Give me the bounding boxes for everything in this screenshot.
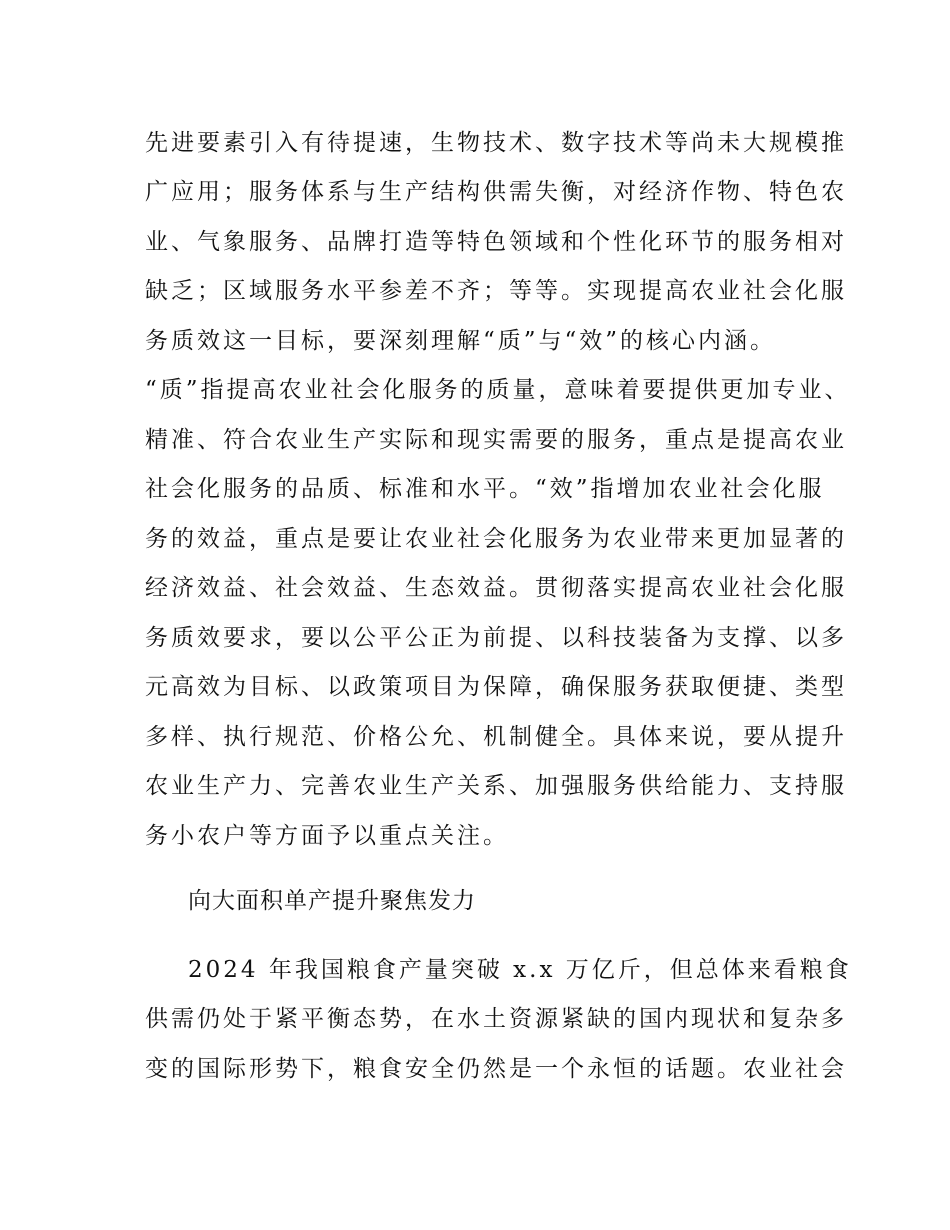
paragraph-line: 务的效益，重点是要让农业社会化服务为农业带来更加显著的 [145,526,847,552]
paragraph-line: 缺乏；区域服务水平参差不齐；等等。实现提高农业社会化服 [145,278,847,304]
paragraph-line: 变的国际形势下，粮食安全仍然是一个永恒的话题。农业社会 [145,1056,847,1082]
paragraph-line: 务质效要求，要以公平公正为前提、以科技装备为支撑、以多 [145,625,847,651]
paragraph-line: 务小农户等方面予以重点关注。 [145,823,509,849]
paragraph-line: 多样、执行规范、价格公允、机制健全。具体来说，要从提升 [145,724,847,750]
paragraph-line: 元高效为目标、以政策项目为保障，确保服务获取便捷、类型 [145,674,847,700]
paragraph-line: 2024 年我国粮食产量突破 x.x 万亿斤，但总体来看粮食 [188,957,852,983]
paragraph-line: 先进要素引入有待提速，生物技术、数字技术等尚未大规模推 [145,130,847,156]
paragraph-line: 供需仍处于紧平衡态势，在水土资源紧缺的国内现状和复杂多 [145,1006,847,1032]
paragraph-line: 社会化服务的品质、标准和水平。“效”指增加农业社会化服 [145,476,825,502]
paragraph-line: 农业生产力、完善农业生产关系、加强服务供给能力、支持服 [145,773,847,799]
paragraph-line: 广应用；服务体系与生产结构供需失衡，对经济作物、特色农 [145,179,847,205]
section-heading: 向大面积单产提升聚焦发力 [188,888,476,914]
paragraph-line: “质”指提高农业社会化服务的质量，意味着要提供更加专业、 [145,377,851,403]
paragraph-line: 务质效这一目标，要深刻理解“质”与“效”的核心内涵。 [145,328,777,354]
paragraph-line: 经济效益、社会效益、生态效益。贯彻落实提高农业社会化服 [145,575,847,601]
paragraph-line: 精准、符合农业生产实际和现实需要的服务，重点是提高农业 [145,427,847,453]
paragraph-line: 业、气象服务、品牌打造等特色领域和个性化环节的服务相对 [145,229,847,255]
